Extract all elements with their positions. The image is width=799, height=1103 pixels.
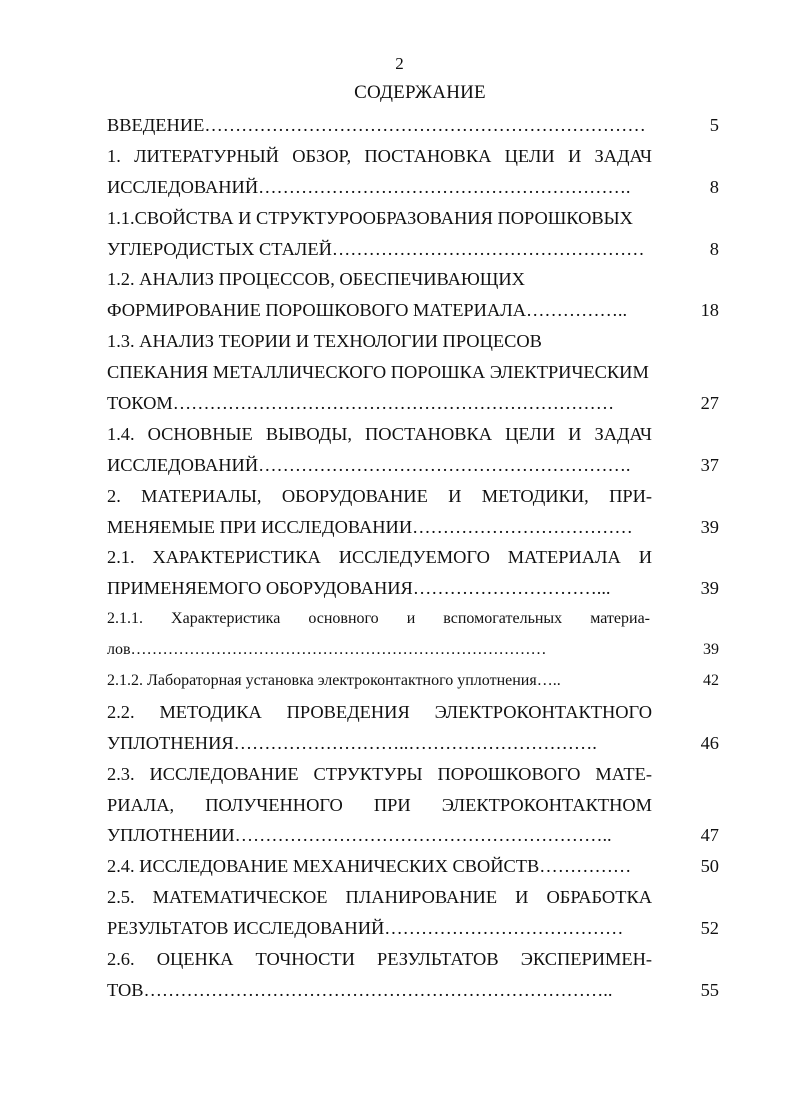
toc-line bbox=[107, 635, 719, 666]
toc-line bbox=[107, 203, 719, 234]
toc-entry-text: 2.2. МЕТОДИКА ПРОВЕДЕНИЯ ЭЛЕКТРОКОНТАКТНОГО bbox=[107, 701, 652, 722]
toc-entry-text: ИССЛЕДОВАНИЙ……………………………………………………. bbox=[107, 454, 631, 475]
toc-line bbox=[107, 573, 719, 604]
toc-line bbox=[107, 234, 719, 265]
toc-entry-page: 50 bbox=[700, 856, 719, 877]
toc-entry-page: 39 bbox=[703, 641, 719, 659]
toc-line bbox=[107, 326, 719, 357]
toc-entry-page: 46 bbox=[700, 732, 719, 753]
toc-entry-text: 2.6. ОЦЕНКА ТОЧНОСТИ РЕЗУЛЬТАТОВ ЭКСПЕРИМЕН- bbox=[107, 949, 652, 970]
toc-entry-text: 2.4. ИССЛЕДОВАНИЕ МЕХАНИЧЕСКИХ СВОЙСТВ…………… bbox=[107, 856, 632, 877]
toc-line bbox=[107, 542, 719, 573]
toc-line bbox=[107, 759, 719, 790]
toc-line bbox=[107, 388, 719, 419]
toc-entry-page: 55 bbox=[700, 979, 719, 1000]
toc-entry-text: СПЕКАНИЯ МЕТАЛЛИЧЕСКОГО ПОРОШКА ЭЛЕКТРИЧЕСКИМ bbox=[107, 362, 649, 383]
toc-line bbox=[107, 666, 719, 697]
toc-entry-page: 27 bbox=[700, 393, 719, 414]
toc-line bbox=[107, 697, 719, 728]
toc-entry-text: 2.3. ИССЛЕДОВАНИЕ СТРУКТУРЫ ПОРОШКОВОГО МАТЕ- bbox=[107, 763, 652, 784]
toc-entry-text: 1.1.СВОЙСТВА И СТРУКТУРООБРАЗОВАНИЯ ПОРОШКОВЫХ bbox=[107, 207, 633, 228]
toc-line bbox=[107, 604, 719, 635]
toc-entry-page: 47 bbox=[700, 825, 719, 846]
page-number: 2 bbox=[395, 54, 404, 73]
toc-entry-text: лов…………………………………………………………………… bbox=[107, 641, 547, 659]
toc-entry-text: 2.1.2. Лабораторная установка электроконтактного уплотнения….. bbox=[107, 672, 561, 690]
toc-line bbox=[107, 975, 719, 1006]
toc-line bbox=[107, 851, 719, 882]
toc-entry-text: УПЛОТНЕНИИ…………………………………………………….. bbox=[107, 825, 612, 846]
toc-line bbox=[107, 264, 719, 295]
toc-line bbox=[107, 481, 719, 512]
toc-entry-text: ВВЕДЕНИЕ……………………………………………………………… bbox=[107, 115, 646, 135]
toc-line bbox=[107, 944, 719, 975]
toc-entry-text: 2.1. ХАРАКТЕРИСТИКА ИССЛЕДУЕМОГО МАТЕРИАЛА И bbox=[107, 547, 652, 568]
toc-entry-text: 2.5. МАТЕМАТИЧЕСКОЕ ПЛАНИРОВАНИЕ И ОБРАБОТКА bbox=[107, 887, 652, 908]
toc-entry-text: 1.2. АНАЛИЗ ПРОЦЕССОВ, ОБЕСПЕЧИВАЮЩИХ bbox=[107, 269, 525, 290]
toc-entry-page: 18 bbox=[700, 300, 719, 321]
toc-line bbox=[107, 141, 719, 172]
toc-entry-text: 2.1.1. Характеристика основного и вспомогательных материа- bbox=[107, 610, 650, 628]
toc-entry-text: УПЛОТНЕНИЯ………………………..…………………………. bbox=[107, 732, 597, 753]
toc-entry-text: 1. ЛИТЕРАТУРНЫЙ ОБЗОР, ПОСТАНОВКА ЦЕЛИ И ЗАДАЧ bbox=[107, 145, 652, 166]
toc-entry-text: УГЛЕРОДИСТЫХ СТАЛЕЙ…………………………………………… bbox=[107, 238, 645, 259]
toc-line bbox=[107, 790, 719, 821]
toc-entry-text: МЕНЯЕМЫЕ ПРИ ИССЛЕДОВАНИИ……………………………… bbox=[107, 516, 633, 537]
toc-entry-page: 52 bbox=[700, 918, 719, 939]
toc-entry-text: ТОКОМ……………………………………………………………… bbox=[107, 393, 615, 414]
toc-line bbox=[107, 357, 719, 388]
toc-title: СОДЕРЖАНИЕ bbox=[354, 82, 486, 103]
toc-line bbox=[107, 172, 719, 203]
toc-entry-text: ФОРМИРОВАНИЕ ПОРОШКОВОГО МАТЕРИАЛА…………….. bbox=[107, 300, 628, 321]
toc-entry-page: 39 bbox=[700, 516, 719, 537]
toc-line bbox=[107, 110, 719, 141]
toc-entry-page: 42 bbox=[703, 672, 719, 690]
toc-entry-text: ТОВ………………………………………………………………….. bbox=[107, 979, 613, 1000]
toc-entry-text: РЕЗУЛЬТАТОВ ИССЛЕДОВАНИЙ………………………………… bbox=[107, 918, 624, 939]
toc-line bbox=[107, 820, 719, 851]
toc-entry-text: ПРИМЕНЯЕМОГО ОБОРУДОВАНИЯ…………………………... bbox=[107, 578, 611, 599]
toc-entry-text: 1.3. АНАЛИЗ ТЕОРИИ И ТЕХНОЛОГИИ ПРОЦЕСОВ bbox=[107, 331, 542, 352]
toc-line bbox=[107, 512, 719, 543]
table-of-contents bbox=[107, 110, 719, 1006]
toc-line bbox=[107, 295, 719, 326]
toc-line bbox=[107, 882, 719, 913]
toc-entry-page: 8 bbox=[709, 176, 719, 197]
toc-entry-page: 39 bbox=[700, 578, 719, 599]
toc-entry-text: 2. МАТЕРИАЛЫ, ОБОРУДОВАНИЕ И МЕТОДИКИ, ПРИ- bbox=[107, 485, 652, 506]
toc-line bbox=[107, 419, 719, 450]
toc-entry-page: 5 bbox=[709, 115, 719, 135]
toc-entry-page: 37 bbox=[700, 454, 719, 475]
toc-entry-text: РИАЛА, ПОЛУЧЕННОГО ПРИ ЭЛЕКТРОКОНТАКТНОМ bbox=[107, 794, 652, 815]
toc-line bbox=[107, 728, 719, 759]
toc-line bbox=[107, 913, 719, 944]
toc-line bbox=[107, 450, 719, 481]
toc-entry-text: ИССЛЕДОВАНИЙ……………………………………………………. bbox=[107, 176, 631, 197]
toc-entry-text: 1.4. ОСНОВНЫЕ ВЫВОДЫ, ПОСТАНОВКА ЦЕЛИ И ЗАДАЧ bbox=[107, 423, 652, 444]
toc-entry-page: 8 bbox=[709, 238, 719, 259]
